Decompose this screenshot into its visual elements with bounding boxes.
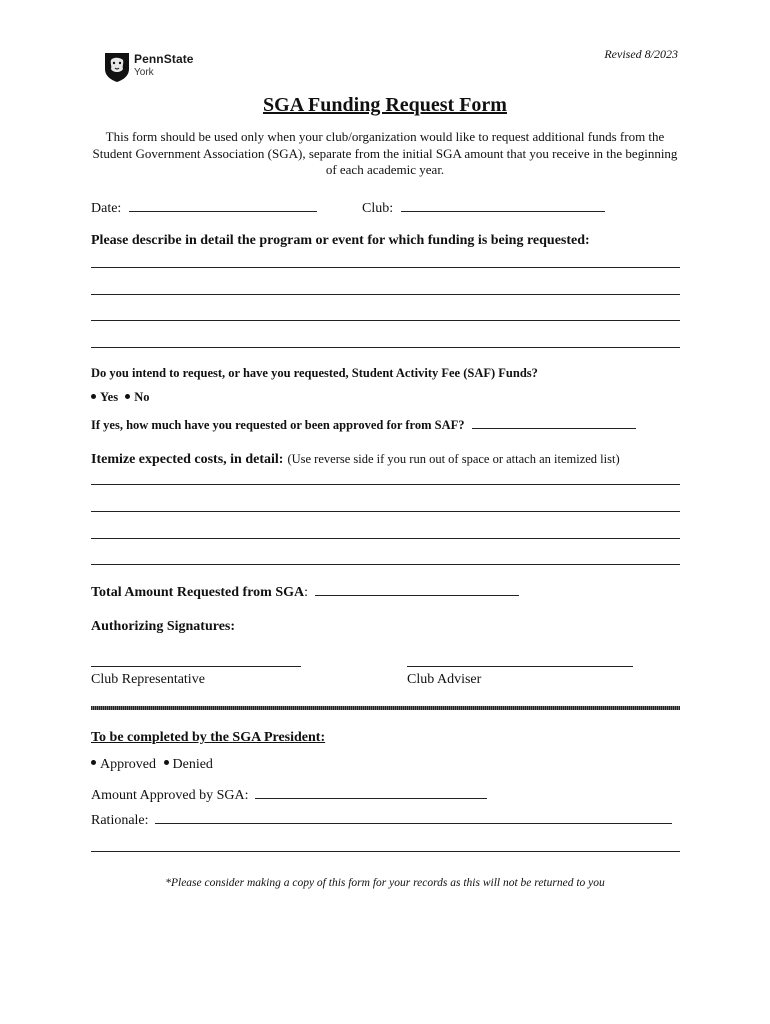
adviser-label: Club Adviser — [407, 672, 482, 687]
rep-signature-line[interactable] — [91, 666, 301, 667]
rationale-line[interactable] — [155, 810, 672, 824]
amount-approved-label: Amount Approved by SGA: — [91, 788, 249, 803]
club-label: Club: — [362, 201, 394, 216]
revised-date: Revised 8/2023 — [604, 47, 678, 61]
saf-no-option[interactable] — [125, 390, 149, 404]
saf-no-label: No — [134, 390, 150, 404]
itemize-heading — [91, 450, 620, 468]
approved-option[interactable] — [91, 757, 156, 772]
describe-prompt: Please describe in detail the program or event for which funding is being requested: — [91, 233, 590, 248]
penn-state-shield-logo — [103, 51, 131, 83]
denied-option[interactable] — [164, 757, 213, 772]
rationale-line-2[interactable] — [91, 851, 680, 852]
saf-question: Do you intend to request, or have you requested, Student Activity Fee (SAF) Funds? — [91, 366, 538, 380]
itemize-line-2[interactable] — [91, 511, 680, 512]
logo-campus-text: York — [134, 67, 154, 78]
footer-note: *Please consider making a copy of this form for your records as this will not be returned to you — [165, 877, 605, 889]
adviser-signature-line[interactable] — [407, 666, 633, 667]
amount-approved-field[interactable] — [91, 785, 487, 804]
president-options — [91, 757, 213, 773]
bullet-icon — [91, 394, 96, 399]
date-line[interactable] — [129, 198, 317, 212]
bullet-icon — [125, 394, 130, 399]
rationale-field[interactable] — [91, 810, 672, 829]
amount-approved-line[interactable] — [255, 785, 487, 799]
saf-options — [91, 390, 149, 405]
itemize-line-4[interactable] — [91, 564, 680, 565]
approved-label: Approved — [100, 757, 156, 772]
club-line[interactable] — [401, 198, 605, 212]
saf-yes-option[interactable] — [91, 390, 118, 404]
describe-line-1[interactable] — [91, 267, 680, 268]
total-field[interactable] — [91, 582, 519, 601]
bullet-icon — [91, 760, 96, 765]
date-field[interactable] — [91, 198, 317, 217]
total-label: Total Amount Requested from SGA — [91, 585, 305, 600]
rep-label: Club Representative — [91, 672, 205, 687]
rationale-label: Rationale: — [91, 813, 149, 828]
itemize-note: (Use reverse side if you run out of space or attach an itemized list) — [287, 452, 620, 466]
saf-amount-question: If yes, how much have you requested or been approved for from SAF? — [91, 418, 465, 432]
describe-line-3[interactable] — [91, 320, 680, 321]
page-title: SGA Funding Request Form — [263, 94, 507, 116]
describe-line-2[interactable] — [91, 294, 680, 295]
date-label: Date: — [91, 201, 122, 216]
section-divider — [91, 706, 680, 710]
itemize-label: Itemize expected costs, in detail: — [91, 452, 284, 467]
itemize-line-3[interactable] — [91, 538, 680, 539]
bullet-icon — [164, 760, 169, 765]
president-heading: To be completed by the SGA President: — [91, 730, 326, 745]
logo-brand-text: PennState — [134, 52, 194, 66]
denied-label: Denied — [172, 757, 213, 772]
saf-amount-field[interactable] — [91, 415, 636, 433]
total-line[interactable] — [315, 582, 519, 596]
club-field[interactable] — [362, 198, 605, 217]
saf-yes-label: Yes — [100, 390, 119, 404]
total-colon: : — [304, 585, 309, 600]
signatures-heading: Authorizing Signatures: — [91, 619, 236, 634]
describe-line-4[interactable] — [91, 347, 680, 348]
saf-amount-line[interactable] — [472, 415, 636, 429]
intro-paragraph: This form should be used only when your club/organization would like to request additional funds from the Student Government Association (SGA), separate from the initial SGA amount that you receive in the beginning of each academic year. — [92, 129, 678, 177]
itemize-line-1[interactable] — [91, 484, 680, 485]
